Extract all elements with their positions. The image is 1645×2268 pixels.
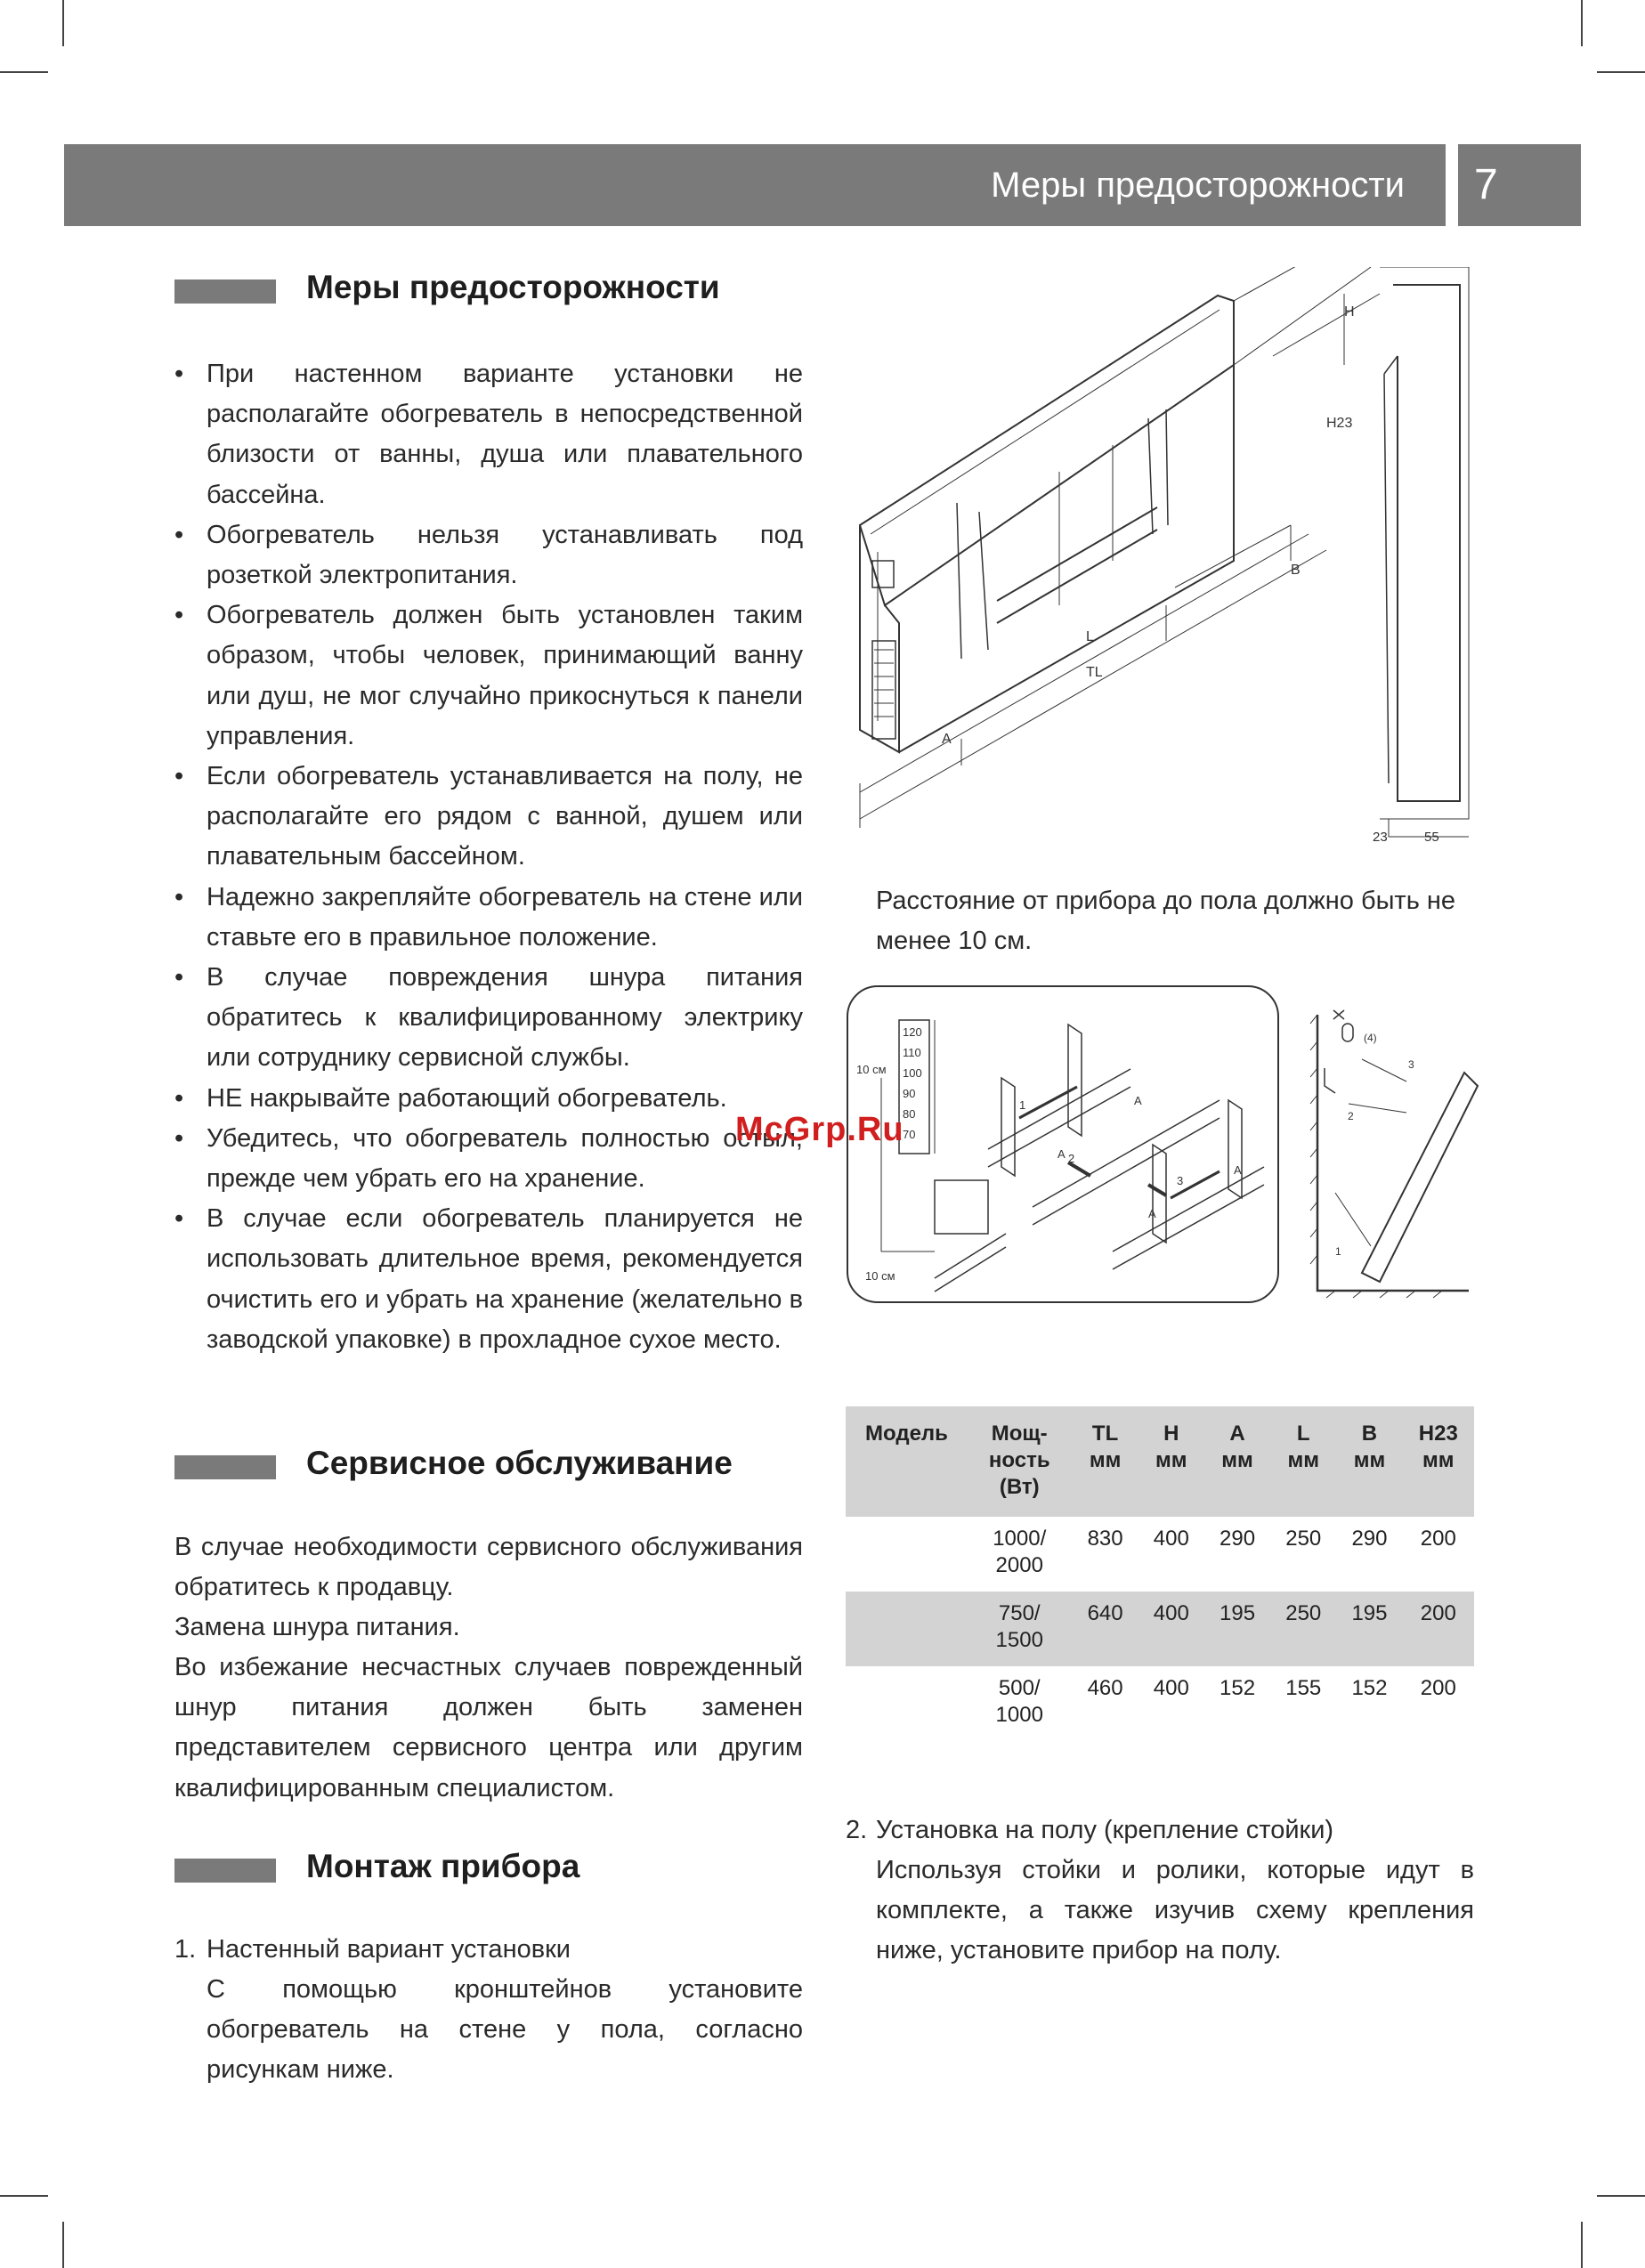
table-cell: 500/ 1000	[995, 1676, 1043, 1727]
step-1-text: С помощью кронштейнов установите обогреватель на стене у пола, согласно рисункам ниже.	[207, 1975, 803, 2085]
list-item: • НЕ накрывайте работающий обогреватель.	[174, 1079, 803, 1119]
table-cell: 830	[1087, 1527, 1123, 1551]
label-h23: H23	[1326, 416, 1353, 431]
table-cell: 250	[1285, 1527, 1322, 1551]
label-a: A	[1148, 1207, 1156, 1220]
table-row	[846, 1592, 1474, 1666]
scale-label: 90	[903, 1087, 916, 1100]
table-cell: 400	[1153, 1676, 1189, 1700]
service-paragraph-1: В случае необходимости сервисного обслуживания обратитесь к продавцу.	[174, 1533, 803, 1602]
tilt-mounting-diagram	[1309, 997, 1487, 1300]
label-a: A	[1058, 1147, 1066, 1161]
specification-table	[846, 1406, 1474, 1741]
section-marker	[174, 279, 276, 304]
bracket-installation-diagram	[846, 984, 1280, 1305]
table-cell: 460	[1087, 1676, 1123, 1700]
label-l: L	[1086, 629, 1094, 644]
figure-caption: Расстояние от прибора до пола должно быть не менее 10 см.	[876, 887, 1455, 956]
table-cell: 200	[1420, 1527, 1456, 1551]
section-title-service: Сервисное обслуживание	[306, 1445, 733, 1481]
section-title-mounting: Монтаж прибора	[306, 1848, 580, 1884]
table-cell: 400	[1139, 1592, 1204, 1666]
label-a: A	[942, 732, 952, 747]
section-marker	[174, 1859, 276, 1883]
table-cell	[846, 1592, 967, 1666]
table-cell: 152	[1220, 1676, 1256, 1700]
service-paragraph-3: Во избежание несчастных случаев поврежденный шнур питания должен быть заменен представителем сервисного центра или другим квалифицированным специалистом.	[174, 1653, 803, 1802]
table-cell: 200	[1403, 1592, 1474, 1666]
section-title-precautions: Меры предосторожности	[306, 269, 720, 305]
table-header: H мм	[1139, 1406, 1204, 1517]
header-title: Меры предосторожности	[991, 166, 1405, 205]
scale-label: 100	[903, 1066, 922, 1080]
list-item: • Обогреватель нельзя устанавливать под розеткой электропитания.	[174, 515, 803, 595]
service-paragraph-2: Замена шнура питания.	[174, 1613, 460, 1641]
list-item: • Убедитесь, что обогреватель полностью остыл, прежде чем убрать его на хранение.	[174, 1119, 803, 1199]
section-marker	[174, 1455, 276, 1479]
list-item: • Если обогреватель устанавливается на полу, не располагайте его рядом с ванной, душем или плавательным бассейном.	[174, 757, 803, 878]
table-cell: 290	[1220, 1527, 1256, 1551]
table-cell: 290	[1351, 1527, 1388, 1551]
cm-label-top: 10 см	[856, 1063, 887, 1076]
step-label-1: 1	[1335, 1245, 1341, 1258]
table-row	[846, 1517, 1474, 1592]
step-1-number: 1.	[174, 1935, 197, 1964]
label-b: B	[1291, 563, 1301, 578]
list-item: • В случае если обогреватель планируется не использовать длительное время, рекомендуется очистить его и убрать на хранение (желательно в заводской упаковке) в прохладное сухое место.	[174, 1199, 803, 1360]
watermark: McGrp.Ru	[735, 1111, 904, 1148]
table-header: H23 мм	[1403, 1406, 1474, 1517]
page-number: 7	[1458, 144, 1581, 226]
step-label-3: 3	[1408, 1058, 1414, 1071]
table-cell	[846, 1666, 967, 1741]
scale-label: 80	[903, 1107, 916, 1121]
list-item: • При настенном варианте установки не располагайте обогреватель в непосредственной близости от ванны, душа или плавательного бассейна.	[174, 354, 803, 515]
cm-label-bottom: 10 см	[865, 1269, 895, 1283]
table-cell: 200	[1420, 1676, 1456, 1700]
label-tl: TL	[1086, 665, 1103, 680]
step-2-title: Установка на полу (крепление стойки)	[876, 1816, 1334, 1844]
list-item: • Надежно закрепляйте обогреватель на стене или ставьте его в правильное положение.	[174, 878, 803, 958]
table-cell: 640	[1072, 1592, 1138, 1666]
table-row	[846, 1666, 1474, 1741]
table-cell: 155	[1285, 1676, 1322, 1700]
label-55: 55	[1424, 830, 1439, 845]
table-header: A мм	[1204, 1406, 1270, 1517]
table-cell: 1000/ 2000	[993, 1527, 1047, 1577]
scale-label: 120	[903, 1025, 922, 1039]
step-2-text: Используя стойки и ролики, которые идут в комплекте, а также изучив схему крепления ниже, установите прибор на полу.	[876, 1856, 1474, 1965]
table-cell: 400	[1153, 1527, 1189, 1551]
table-cell	[846, 1517, 967, 1592]
header-separator	[1446, 144, 1458, 226]
table-cell: 250	[1270, 1592, 1336, 1666]
label-h: H	[1344, 304, 1355, 320]
table-header: Модель	[846, 1406, 967, 1517]
label-a: A	[1134, 1094, 1142, 1107]
table-header: TL мм	[1072, 1406, 1138, 1517]
label-23: 23	[1373, 830, 1388, 845]
step-label-1: 1	[1019, 1098, 1026, 1112]
table-header: Мощ- ность (Вт)	[967, 1406, 1072, 1517]
table-header: B мм	[1336, 1406, 1402, 1517]
table-cell: 750/ 1500	[967, 1592, 1072, 1666]
scale-label: 70	[903, 1128, 916, 1141]
step-label-4: (4)	[1364, 1032, 1377, 1044]
step-1-title: Настенный вариант установки	[207, 1935, 571, 1964]
table-header: L мм	[1270, 1406, 1336, 1517]
step-2-number: 2.	[846, 1816, 868, 1844]
step-label-2: 2	[1348, 1110, 1354, 1122]
label-a: A	[1234, 1163, 1242, 1177]
step-label-3: 3	[1177, 1174, 1184, 1187]
step-label-2: 2	[1068, 1152, 1075, 1165]
scale-label: 110	[903, 1046, 921, 1059]
table-header-row	[846, 1406, 1474, 1517]
heater-dimensions-diagram	[846, 267, 1478, 855]
table-cell: 195	[1336, 1592, 1402, 1666]
header-bar	[64, 144, 1446, 226]
table-cell: 152	[1351, 1676, 1388, 1700]
precautions-list	[174, 354, 803, 1360]
list-item: • Обогреватель должен быть установлен таким образом, чтобы человек, принимающий ванну или душ, не мог случайно прикоснуться к панели управления.	[174, 595, 803, 757]
table-cell: 195	[1204, 1592, 1270, 1666]
list-item: • В случае повреждения шнура питания обратитесь к квалифицированному электрику или сотруднику сервисной службы.	[174, 958, 803, 1079]
